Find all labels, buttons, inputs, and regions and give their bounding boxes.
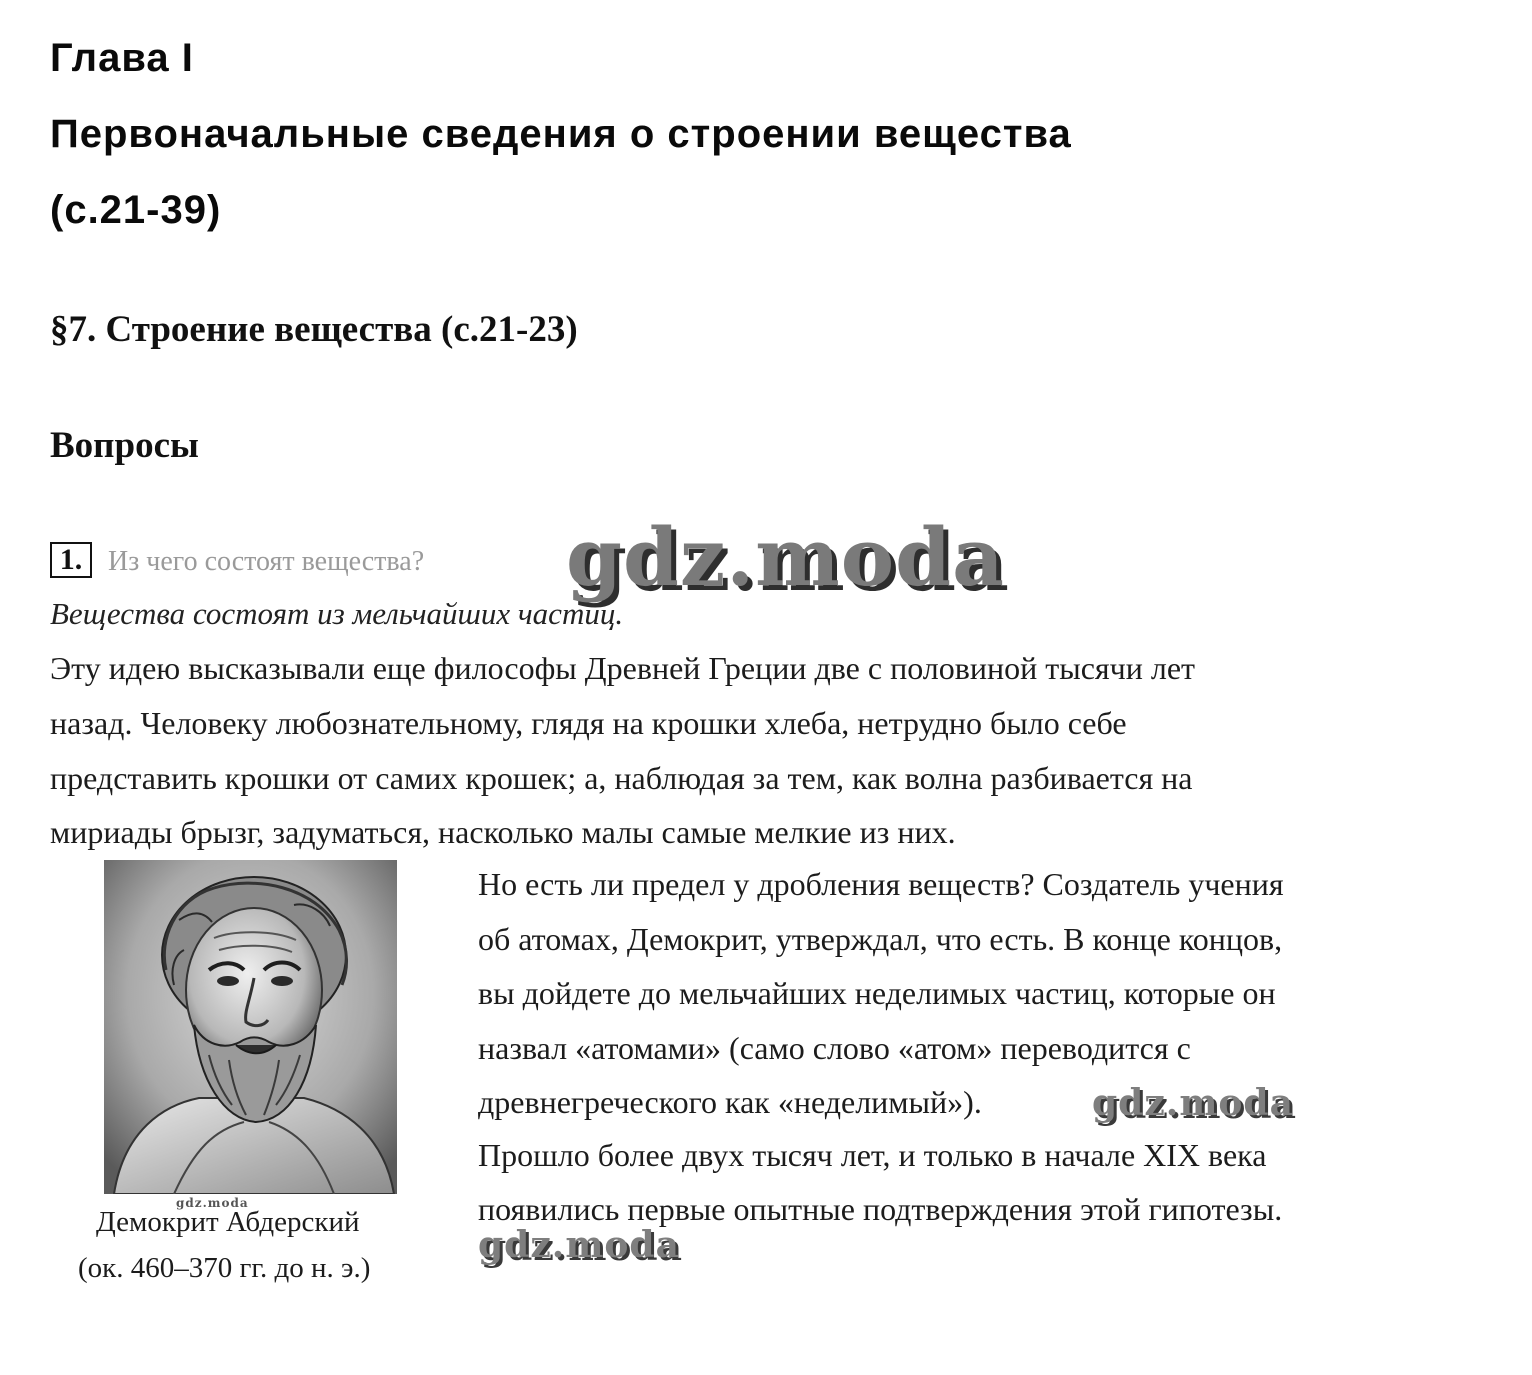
body-right-line: Прошло более двух тысяч лет, и только в начале XIX века [478, 1137, 1267, 1173]
body-right-line: об атомах, Демокрит, утверждал, что есть. В конце концов, [478, 921, 1283, 957]
chapter-pages: (с.21-39) [50, 188, 222, 232]
body-line: мириады брызг, задуматься, насколько малы самые мелкие из них. [50, 814, 956, 850]
watermark: gdz.moda [176, 1196, 249, 1210]
body-line: Эту идею высказывали еще философы Древней Греции две с половиной тысячи лет [50, 650, 1195, 686]
body-right-line: назвал «атомами» (само слово «атом» переводится с [478, 1030, 1191, 1066]
body-right-line: древнегреческого как «неделимый»). [478, 1084, 982, 1120]
body-right-line: вы дойдете до мельчайших неделимых частиц, которые он [478, 975, 1276, 1011]
watermark: gdz.moda [566, 510, 1005, 604]
answer-text: Вещества состоят из мельчайших частиц. [50, 596, 624, 631]
portrait-caption-name: Демокрит Абдерский [96, 1206, 360, 1238]
watermark: gdz.moda [1092, 1082, 1294, 1124]
democritus-portrait [104, 860, 397, 1194]
portrait-caption-dates: (ок. 460–370 гг. до н. э.) [78, 1252, 371, 1284]
section-heading: §7. Строение вещества (с.21-23) [50, 309, 578, 350]
chapter-title: Первоначальные сведения о строении вещества [50, 112, 1072, 156]
body-line: представить крошки от самих крошек; а, наблюдая за тем, как волна разбивается на [50, 760, 1193, 796]
body-line: назад. Человеку любознательному, глядя на крошки хлеба, нетрудно было себе [50, 705, 1127, 741]
question-number-box: 1. [50, 542, 92, 578]
questions-heading: Вопросы [50, 425, 199, 466]
body-right-line: появились первые опытные подтверждения этой гипотезы. [478, 1191, 1283, 1227]
body-right-line: Но есть ли предел у дробления веществ? Создатель учения [478, 866, 1284, 902]
watermark: gdz.moda [478, 1224, 680, 1266]
portrait-engraving-icon [104, 860, 397, 1194]
chapter-label: Глава I [50, 36, 194, 80]
question-text: Из чего состоят вещества? [108, 546, 425, 577]
